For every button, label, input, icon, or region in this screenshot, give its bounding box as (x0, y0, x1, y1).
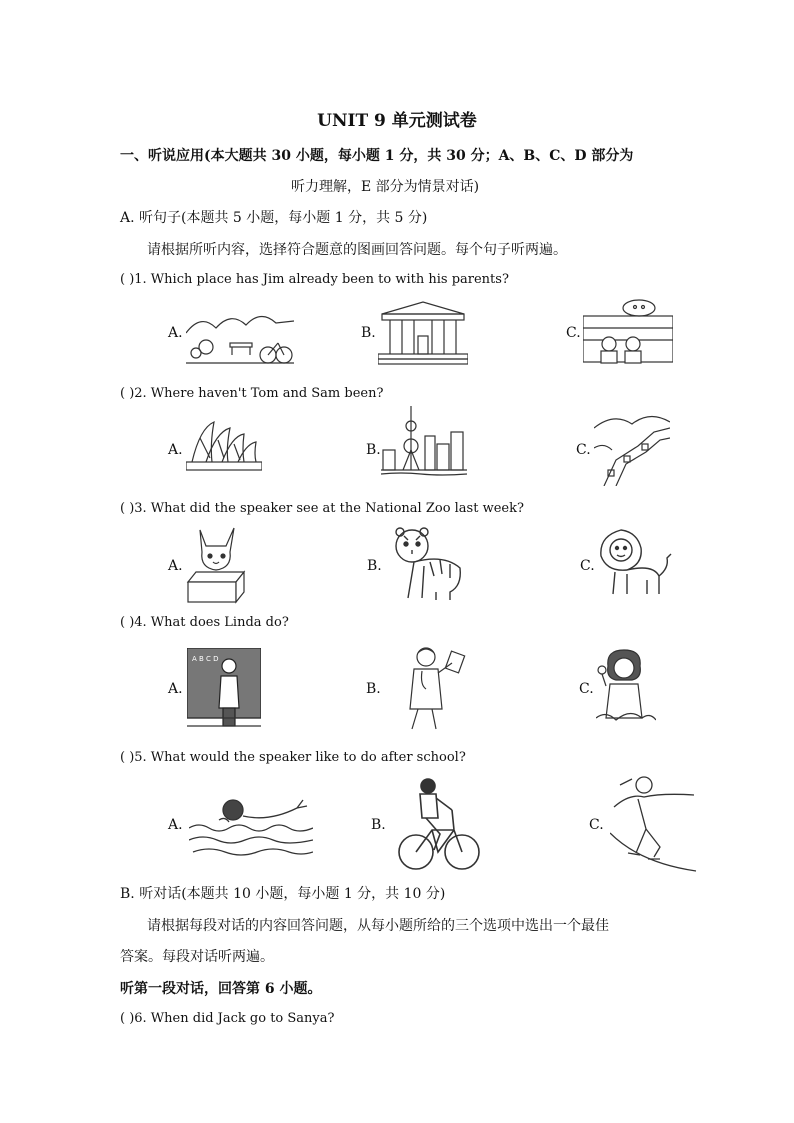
tiger-icon (384, 526, 464, 602)
question-4: ( )4. What does Linda do? (120, 615, 289, 630)
city-tower-icon (381, 406, 467, 476)
partA-instruction: 请根据所听内容，选择符合题意的图画回答问题。每个句子听两遍。 (147, 242, 567, 258)
question-5: ( )5. What would the speaker like to do after school? (120, 750, 466, 765)
q5-option-b-label: B. (371, 817, 386, 833)
section1-heading-line2: 听力理解，E 部分为情景对话) (291, 179, 480, 195)
opera-house-icon (186, 418, 262, 472)
question-2: ( )2. Where haven't Tom and Sam been? (120, 386, 384, 401)
dialogue1-heading: 听第一段对话，回答第 6 小题。 (120, 981, 322, 997)
q1-option-b-label: B. (361, 325, 376, 341)
q4-option-b-label: B. (366, 681, 381, 697)
q4-option-a-label: A. (168, 681, 183, 697)
skating-icon (610, 773, 698, 873)
park-icon (186, 303, 294, 367)
section1-heading-line1: 一、听说应用(本大题共 30 小题，每小题 1 分，共 30 分；A、B、C、D 部分为 (120, 148, 634, 164)
q4-option-c-label: C. (579, 681, 594, 697)
doctor-icon (404, 645, 470, 731)
cat-in-box-icon (186, 524, 246, 604)
q1-option-c-label: C. (566, 325, 581, 341)
q3-option-a-label: A. (168, 558, 183, 574)
q2-option-c-label: C. (576, 442, 591, 458)
question-6: ( )6. When did Jack go to Sanya? (120, 1011, 335, 1026)
swimming-icon (189, 786, 313, 862)
partA-heading: A. 听句子(本题共 5 小题，每小题 1 分，共 5 分) (120, 210, 428, 226)
teacher-icon (187, 648, 261, 728)
q3-option-b-label: B. (367, 558, 382, 574)
lion-icon (597, 528, 675, 598)
bike-icon (396, 778, 482, 872)
museum-icon (378, 300, 468, 366)
q2-option-a-label: A. (168, 442, 183, 458)
q1-option-a-label: A. (168, 325, 183, 341)
zoo-icon (583, 298, 673, 366)
page-title: UNIT 9 单元测试卷 (317, 111, 477, 131)
great-wall-icon (594, 408, 670, 486)
q3-option-c-label: C. (580, 558, 595, 574)
question-1: ( )1. Which place has Jim already been to with his parents? (120, 272, 509, 287)
partB-heading: B. 听对话(本题共 10 小题，每小题 1 分，共 10 分) (120, 886, 446, 902)
board-text: A B C D (192, 655, 219, 663)
partB-instruction-line2: 答案。每段对话听两遍。 (120, 949, 274, 965)
girl-icon (596, 648, 656, 726)
partB-instruction-line1: 请根据每段对话的内容回答问题，从每小题所给的三个选项中选出一个最佳 (147, 918, 609, 934)
question-3: ( )3. What did the speaker see at the National Zoo last week? (120, 501, 524, 516)
q5-option-c-label: C. (589, 817, 604, 833)
q2-option-b-label: B. (366, 442, 381, 458)
q5-option-a-label: A. (168, 817, 183, 833)
